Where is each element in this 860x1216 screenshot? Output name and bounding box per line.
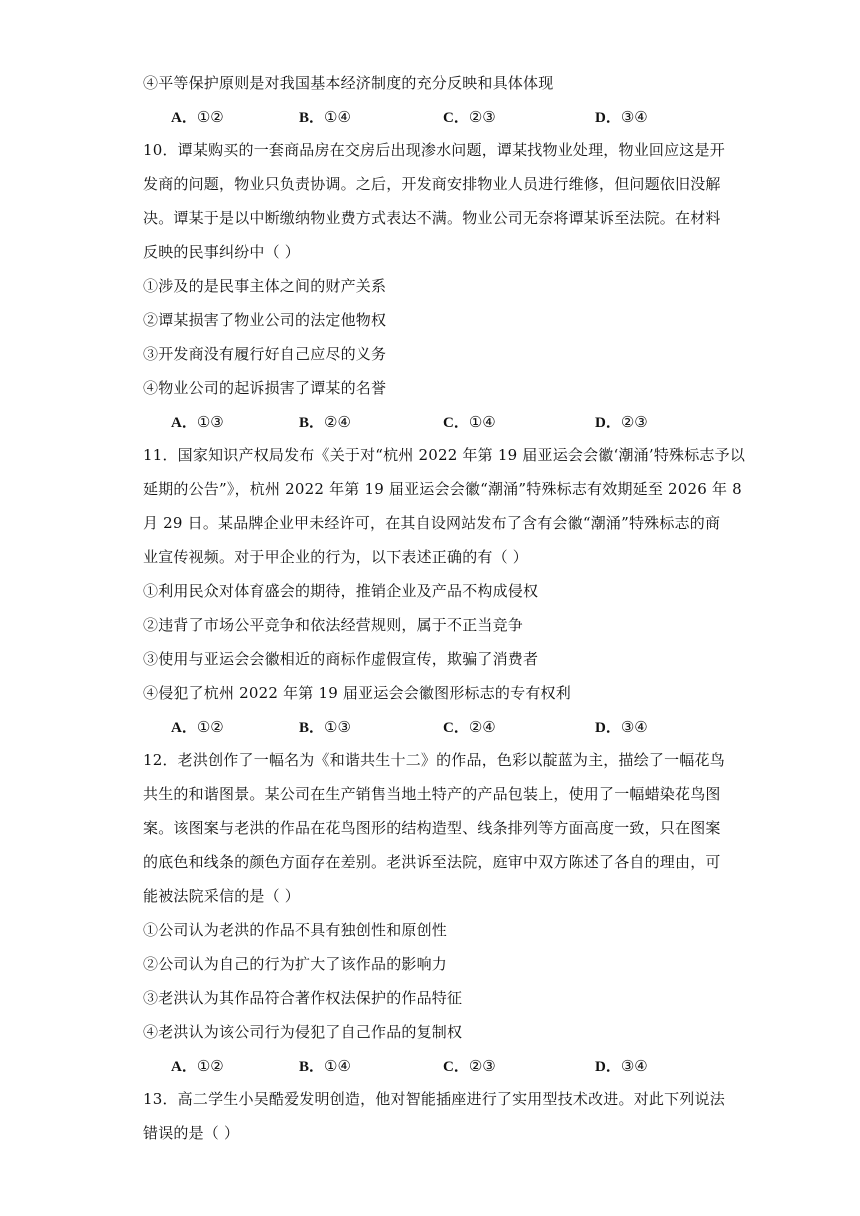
q12-option-b: B．①④ bbox=[299, 1057, 351, 1075]
q11-statement-3: ③使用与亚运会会徽相近的商标作虚假宣传，欺骗了消费者 bbox=[143, 650, 539, 668]
q12-stem-line-2: 共生的和谐图景。某公司在生产销售当地土特产的产品包装上，使用了一幅蜡染花鸟图 bbox=[143, 785, 721, 803]
q9-option-d: D．③④ bbox=[595, 108, 648, 126]
q11-statement-4: ④侵犯了杭州 2022 年第 19 届亚运会会徽图形标志的专有权利 bbox=[143, 684, 571, 702]
q10-stem-line-2: 发商的问题，物业只负责协调。之后，开发商安排物业人员进行维修，但问题依旧没解 bbox=[143, 175, 721, 193]
q11-stem-line-1: 11．国家知识产权局发布《关于对“杭州 2022 年第 19 届亚运会会徽‘潮涌’特殊标志予以 bbox=[143, 446, 746, 464]
q10-option-c: C．①④ bbox=[443, 413, 496, 431]
q12-stem-line-1: 12．老洪创作了一幅名为《和谐共生十二》的作品，色彩以靛蓝为主，描绘了一幅花鸟 bbox=[143, 751, 725, 769]
q10-statement-1: ①涉及的是民事主体之间的财产关系 bbox=[143, 277, 387, 295]
q11-stem-line-2: 延期的公告”》，杭州 2022 年第 19 届亚运会会徽“潮涌”特殊标志有效期延至 2026 年 8 bbox=[143, 480, 742, 498]
q11-option-b: B．①③ bbox=[299, 718, 351, 736]
q12-option-a: A．①② bbox=[171, 1057, 224, 1075]
q11-statement-1: ①利用民众对体育盛会的期待，推销企业及产品不构成侵权 bbox=[143, 582, 539, 600]
q9-statement-4: ④平等保护原则是对我国基本经济制度的充分反映和具体体现 bbox=[143, 74, 554, 92]
q11-stem-line-4: 业宣传视频。对于甲企业的行为，以下表述正确的有（ ） bbox=[143, 548, 528, 566]
q10-stem-line-4: 反映的民事纠纷中（ ） bbox=[143, 243, 300, 261]
q10-option-b: B．②④ bbox=[299, 413, 351, 431]
q10-statement-2: ②谭某损害了物业公司的法定他物权 bbox=[143, 311, 387, 329]
q12-statement-4: ④老洪认为该公司行为侵犯了自己作品的复制权 bbox=[143, 1023, 463, 1041]
q9-option-c: C．②③ bbox=[443, 108, 496, 126]
q12-stem-line-3: 案。该图案与老洪的作品在花鸟图形的结构造型、线条排列等方面高度一致，只在图案 bbox=[143, 819, 721, 837]
q11-option-d: D．③④ bbox=[595, 718, 648, 736]
q11-option-a: A．①② bbox=[171, 718, 224, 736]
q10-option-d: D．②③ bbox=[595, 413, 648, 431]
q10-statement-3: ③开发商没有履行好自己应尽的义务 bbox=[143, 345, 387, 363]
q13-stem-line-2: 错误的是（ ） bbox=[143, 1124, 240, 1142]
q13-stem-line-1: 13．高二学生小吴酷爱发明创造，他对智能插座进行了实用型技术改进。对此下列说法 bbox=[143, 1090, 725, 1108]
q9-option-b: B．①④ bbox=[299, 108, 351, 126]
q12-stem-line-4: 的底色和线条的颜色方面存在差别。老洪诉至法院，庭审中双方陈述了各自的理由，可 bbox=[143, 853, 721, 871]
q10-stem-line-3: 决。谭某于是以中断缴纳物业费方式表达不满。物业公司无奈将谭某诉至法院。在材料 bbox=[143, 209, 721, 227]
q9-option-a: A．①② bbox=[171, 108, 224, 126]
q12-statement-3: ③老洪认为其作品符合著作权法保护的作品特征 bbox=[143, 989, 463, 1007]
q10-option-a: A．①③ bbox=[171, 413, 224, 431]
q10-stem-line-1: 10．谭某购买的一套商品房在交房后出现渗水问题，谭某找物业处理，物业回应这是开 bbox=[143, 141, 725, 159]
q11-option-c: C．②④ bbox=[443, 718, 496, 736]
q12-statement-1: ①公司认为老洪的作品不具有独创性和原创性 bbox=[143, 921, 448, 939]
q10-statement-4: ④物业公司的起诉损害了谭某的名誉 bbox=[143, 379, 387, 397]
q10-options bbox=[171, 412, 731, 432]
q11-stem-line-3: 月 29 日。某品牌企业甲未经许可，在其自设网站发布了含有会徽“潮涌”特殊标志的商 bbox=[143, 514, 721, 532]
q12-option-d: D．③④ bbox=[595, 1057, 648, 1075]
q12-option-c: C．②③ bbox=[443, 1057, 496, 1075]
q12-stem-line-5: 能被法院采信的是（ ） bbox=[143, 887, 300, 905]
q12-options bbox=[171, 1056, 731, 1076]
q9-options bbox=[171, 107, 731, 127]
q12-statement-2: ②公司认为自己的行为扩大了该作品的影响力 bbox=[143, 955, 448, 973]
q11-statement-2: ②违背了市场公平竞争和依法经营规则，属于不正当竞争 bbox=[143, 616, 524, 634]
q11-options bbox=[171, 717, 731, 737]
